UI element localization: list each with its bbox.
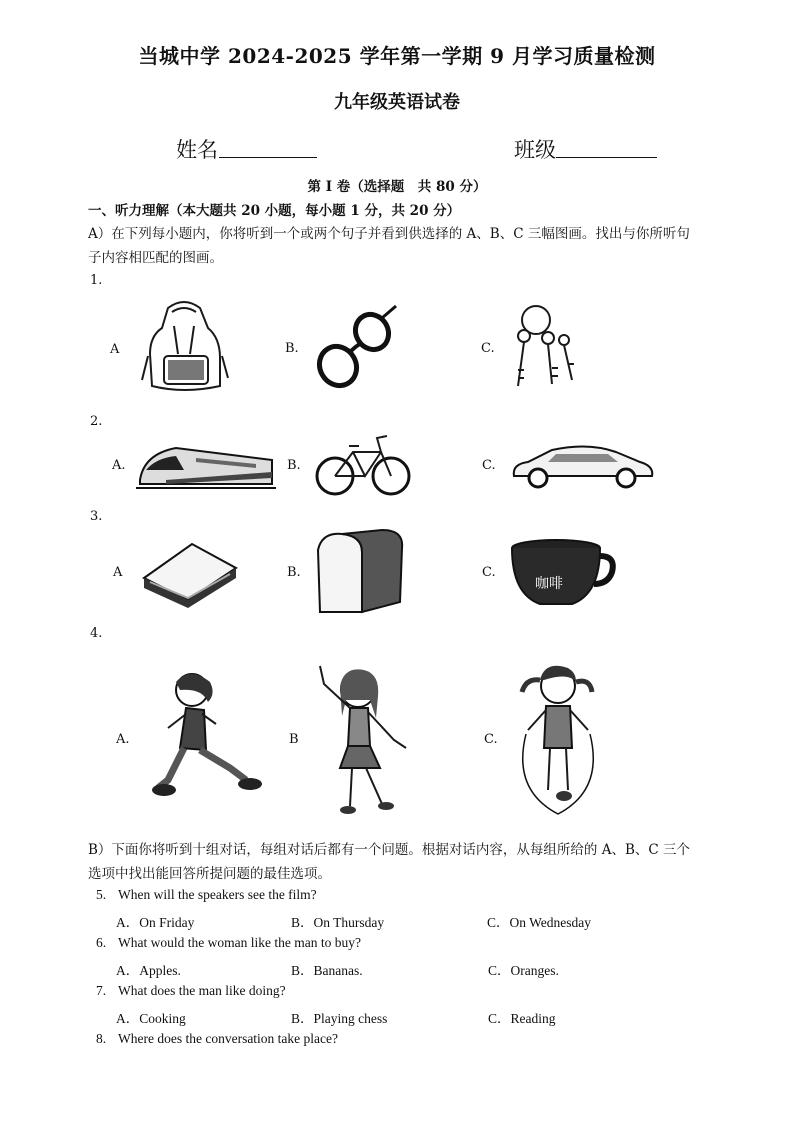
option-label: C. xyxy=(482,565,496,580)
option-label: B. xyxy=(285,341,299,356)
question-number: 4. xyxy=(90,626,103,641)
train-icon[interactable] xyxy=(136,440,276,492)
exam-subtitle: 九年级英语试卷 xyxy=(334,92,460,113)
option-label: A. xyxy=(112,458,126,473)
name-blank[interactable] xyxy=(219,157,317,158)
question-number: 8. xyxy=(96,1031,107,1046)
backpack-icon[interactable] xyxy=(138,298,230,394)
question-text: Where does the conversation take place? xyxy=(118,1031,339,1046)
question-number: 3. xyxy=(90,509,103,524)
question-number: 2. xyxy=(90,414,103,429)
choice-a[interactable]: A．Apples. xyxy=(116,963,181,978)
name-label: 姓名 xyxy=(176,138,218,162)
choice-c[interactable]: C．On Wednesday xyxy=(487,915,592,930)
question-number: 6. xyxy=(96,935,107,950)
question-number: 1. xyxy=(90,273,103,288)
choice-c[interactable]: C．Reading xyxy=(488,1011,556,1026)
question-number: 7. xyxy=(96,983,107,998)
choice-b[interactable]: B．On Thursday xyxy=(291,915,385,930)
class-blank[interactable] xyxy=(556,157,657,158)
instructions-a-line2: 子内容相匹配的图画。 xyxy=(88,250,223,266)
choice-a[interactable]: A．On Friday xyxy=(116,915,195,930)
instructions-b-line1: B）下面你将听到十组对话，每组对话后都有一个问题。根据对话内容，从每组所给的 A、B、C 三个 xyxy=(88,842,691,858)
section-title: 一、听力理解（本大题共 20 小题，每小题 1 分，共 20 分） xyxy=(88,203,461,219)
option-label: C. xyxy=(481,341,495,356)
glasses-icon[interactable] xyxy=(312,302,398,392)
option-label: B. xyxy=(287,565,301,580)
class-label: 班级 xyxy=(514,138,556,162)
choice-b[interactable]: B．Playing chess xyxy=(291,1011,388,1026)
girl-running-icon[interactable] xyxy=(150,668,268,802)
choice-a[interactable]: A．Cooking xyxy=(116,1011,186,1026)
option-label: C. xyxy=(482,458,496,473)
part-title: 第 I 卷（选择题 共 80 分） xyxy=(307,179,487,195)
instructions-a-line1: A）在下列每小题内，你将听到一个或两个句子并看到供选择的 A、B、C 三幅图画。找出与你所听句 xyxy=(88,226,690,242)
keys-icon[interactable] xyxy=(506,300,576,392)
girl-waving-icon[interactable] xyxy=(310,660,410,818)
question-text: What does the man like doing? xyxy=(118,983,286,998)
question-text: When will the speakers see the film? xyxy=(118,887,317,902)
sandwich-icon[interactable] xyxy=(140,538,240,610)
exam-title: 当城中学 2024-2025 学年第一学期 9 月学习质量检测 xyxy=(138,44,656,68)
question-number: 5. xyxy=(96,887,107,902)
bread-icon[interactable] xyxy=(312,528,408,618)
option-label: C. xyxy=(484,732,498,747)
cup-caption: 咖啡 xyxy=(535,576,563,592)
bicycle-icon[interactable] xyxy=(313,432,413,498)
coffee-cup-icon[interactable] xyxy=(508,538,618,610)
instructions-b-line2: 选项中找出能回答所提问题的最佳选项。 xyxy=(88,866,331,882)
choice-b[interactable]: B．Bananas. xyxy=(291,963,363,978)
choice-c[interactable]: C．Oranges. xyxy=(488,963,559,978)
option-label: B xyxy=(289,732,299,747)
option-label: A xyxy=(113,565,123,580)
option-label: B. xyxy=(287,458,301,473)
girl-skipping-rope-icon[interactable] xyxy=(508,650,612,820)
car-icon[interactable] xyxy=(508,440,658,492)
question-text: What would the woman like the man to buy? xyxy=(118,935,361,950)
option-label: A xyxy=(110,342,120,357)
option-label: A. xyxy=(116,732,130,747)
